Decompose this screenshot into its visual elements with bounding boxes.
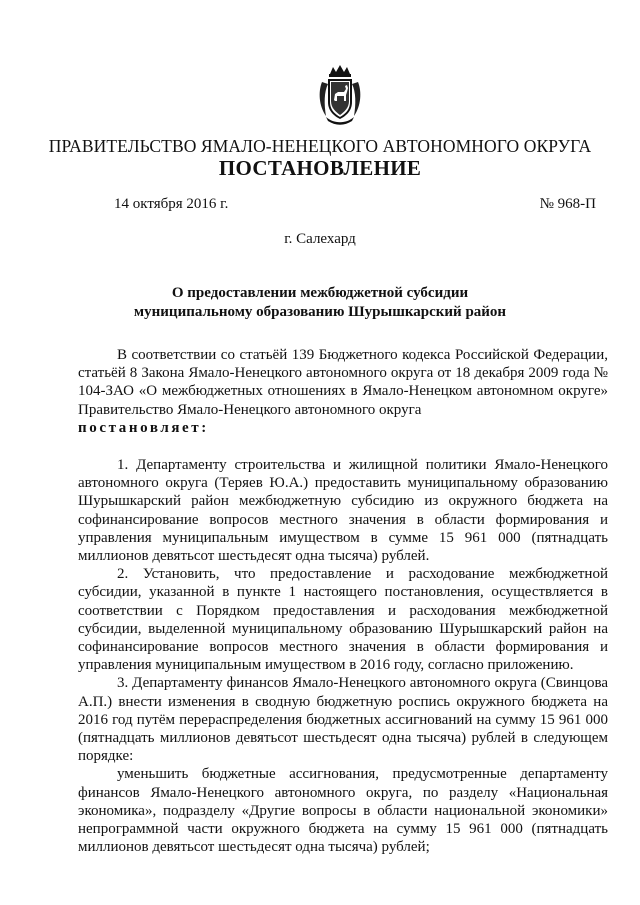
coat-of-arms-emblem: [316, 64, 364, 126]
document-number: № 968-П: [539, 196, 596, 212]
subject-line-2: муниципальному образованию Шурышкарский район: [133, 304, 507, 320]
preamble-text: В соответствии со статьёй 139 Бюджетного кодекса Российской Федерации, статьёй 8 Закона Ямало-Ненецкого автономного округа от 18 декабря 2009 года № 104-ЗАО «О межбюджетных отношениях в Ямало-Ненецком автономном округе» Правительство Ямало-Ненецкого автономного округа: [78, 347, 608, 418]
document-type-title: ПОСТАНОВЛЕНИЕ: [218, 156, 422, 180]
subject-line-1: О предоставлении межбюджетной субсидии: [171, 285, 469, 301]
preamble: [78, 346, 608, 437]
document-subject: [0, 284, 640, 322]
item-3: 3. Департаменту финансов Ямало-Ненецкого автономного округа (Свинцова А.П.) внести изменения в сводную бюджетную роспись окружного бюджета на 2016 год путём перераспределения бюджетных ассигнований на сумму 15 961 000 (пятнадцать миллионов девятьсот шестьдесят одна тысяча) рублей в следующем порядке:: [78, 675, 608, 765]
resolves-word: постановляет:: [78, 419, 209, 436]
document-items: [78, 456, 608, 856]
document-city: г. Салехард: [284, 231, 356, 247]
item-3-subclause: уменьшить бюджетные ассигнования, предусмотренные департаменту финансов Ямало-Ненецкого автономного округа, по разделу «Национальная экономика», подразделу «Другие вопросы в области национальной экономики» непрограммной части окружного бюджета на сумму 15 961 000 (пятнадцать миллионов девятьсот шестьдесят одна тысяча) рублей;: [78, 766, 608, 856]
government-name: ПРАВИТЕЛЬСТВО ЯМАЛО-НЕНЕЦКОГО АВТОНОМНОГО ОКРУГА: [48, 136, 592, 156]
document-date: 14 октября 2016 г.: [114, 196, 229, 212]
item-1: 1. Департаменту строительства и жилищной политики Ямало-Ненецкого автономного округа (Теряев Ю.А.) предоставить муниципальному образованию Шурышкарский район межбюджетную субсидию из окружного бюджета на софинансирование вопросов местного значения в области формирования и управления муниципальным имуществом в сумме 15 961 000 (пятнадцать миллионов девятьсот шестьдесят одна тысяча) рублей.: [78, 457, 608, 565]
item-2: 2. Установить, что предоставление и расходование межбюджетной субсидии, указанной в пункте 1 настоящего постановления, осуществляется в соответствии с Порядком предоставления и расходования межбюджетной субсидии, выделенной муниципальному образованию Шурышкарский район на софинансирование вопросов местного значения в области формирования и управления муниципальным имуществом в 2016 году, согласно приложению.: [78, 566, 608, 674]
